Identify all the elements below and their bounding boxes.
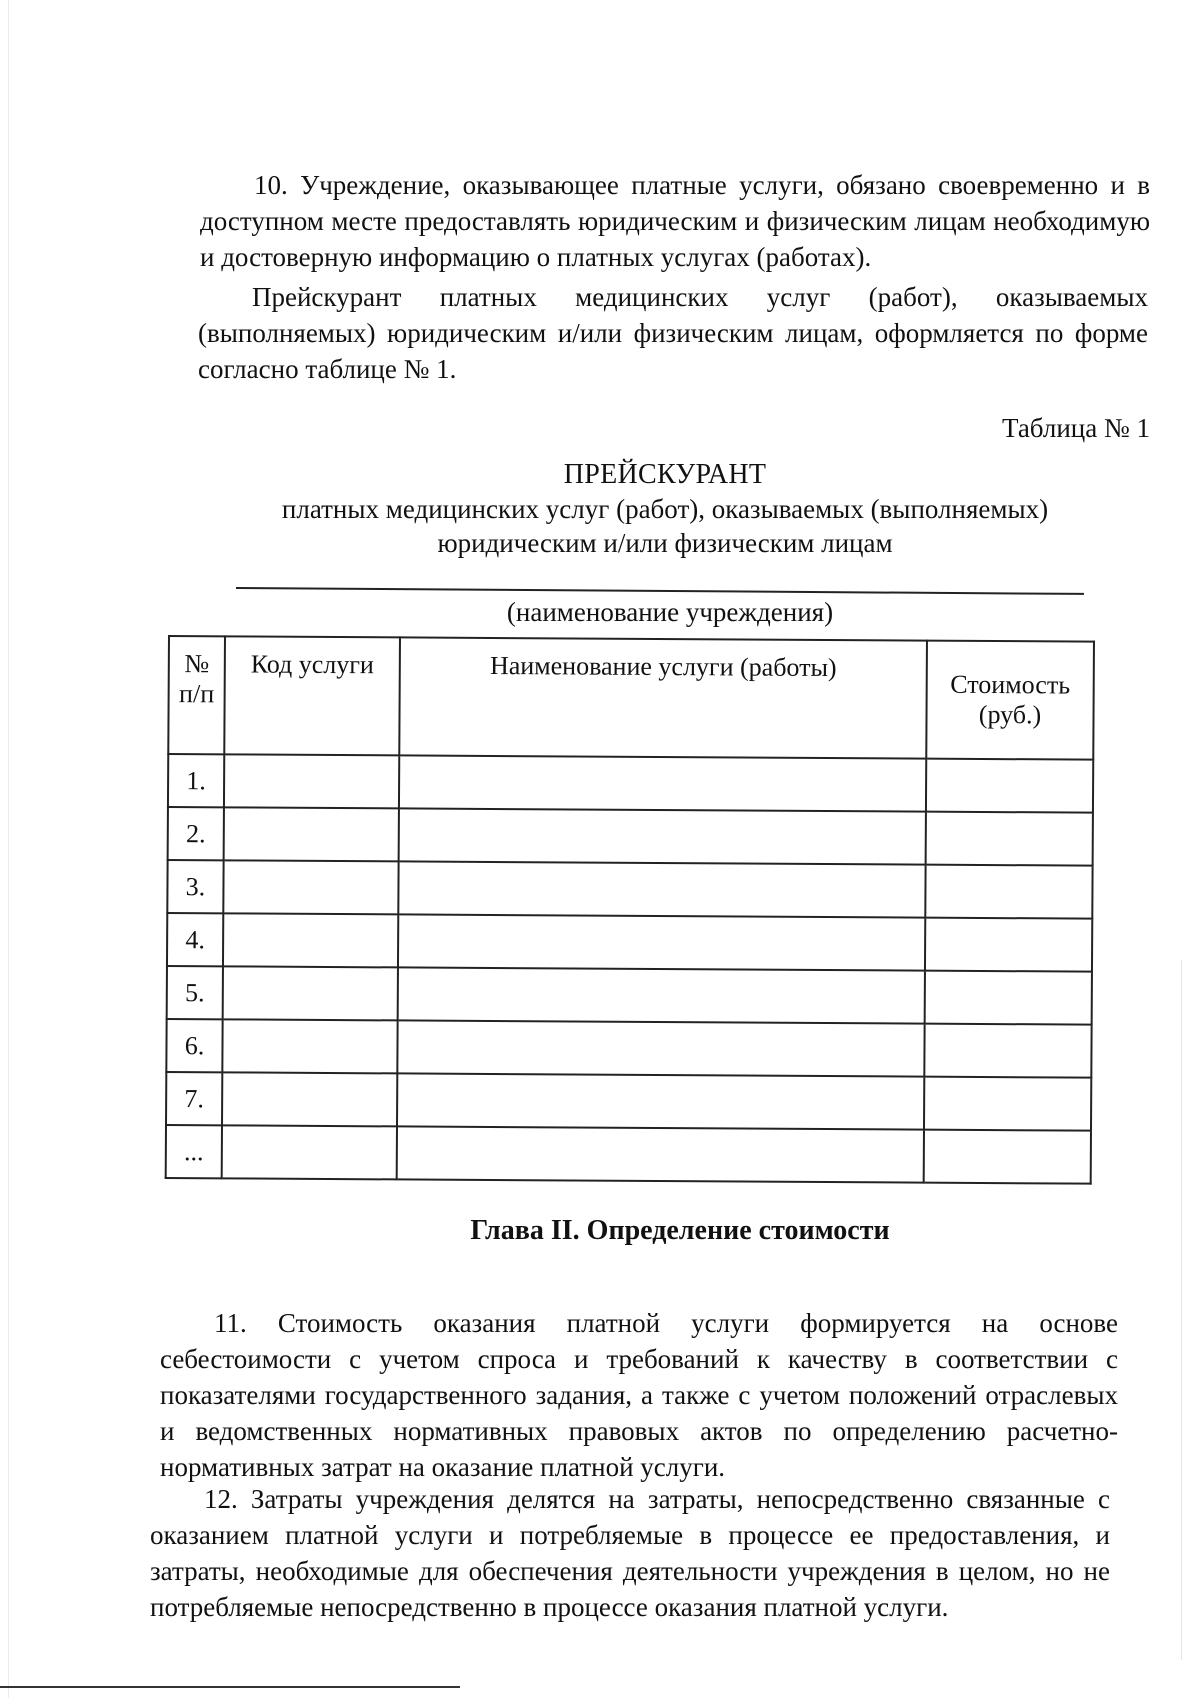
row-number-cell: 7. [166,1072,222,1125]
table-row [167,913,1092,972]
table-row [168,807,1093,866]
header-number-line-2: п/п [179,679,215,709]
service-name-cell [398,914,925,970]
table-header-row [168,636,1094,760]
service-code-cell [224,807,399,861]
header-cost-line-2: (руб.) [978,699,1042,730]
row-number-cell: 3. [167,860,223,913]
service-code-cell [223,860,398,914]
row-number-cell: 4. [167,913,223,966]
service-code-cell [222,1072,397,1126]
table-number-label: Таблица № 1 [1002,413,1150,443]
service-name-cell [399,808,926,864]
row-number-cell: ... [166,1125,222,1178]
service-name-cell [398,861,925,917]
footer-rule [0,1686,460,1688]
scan-edge-left [8,0,9,1698]
service-name-cell [397,1126,924,1182]
pricelist-subtitle-line-2: юридическим и/или физическим лицам [437,528,893,558]
service-cost-cell [924,1130,1091,1184]
table-row [168,754,1093,813]
service-code-cell [223,966,398,1020]
institution-name-line [236,587,1084,595]
service-cost-cell [926,812,1093,866]
service-cost-cell [926,759,1093,813]
pricelist-title: ПРЕЙСКУРАНТ [563,459,767,490]
header-number-line-1: № [184,649,210,679]
pricelist-subtitle [220,492,1110,560]
service-name-cell [397,1020,924,1076]
service-code-cell [224,754,399,808]
table-row [166,1125,1091,1184]
chapter-heading: Глава II. Определение стоимости [470,1215,890,1246]
header-cost-line-1: Стоимость [950,669,1071,700]
header-service-name-text: Наименование услуги (работы) [489,650,837,683]
service-name-cell [397,1073,924,1129]
header-code: Код услуги [224,636,400,755]
service-name-cell [399,755,926,811]
header-number [168,636,225,754]
service-cost-cell [925,971,1092,1025]
header-cost [926,641,1094,760]
row-number-cell: 5. [167,966,223,1019]
row-number-cell: 6. [166,1019,222,1072]
row-number-cell: 1. [168,754,224,807]
table-row [167,966,1092,1025]
row-number-cell: 2. [168,807,224,860]
header-service-name [399,637,927,758]
institution-caption: (наименование учреждения) [506,597,834,627]
service-code-cell [222,1019,397,1073]
table-row [166,1072,1091,1131]
pricelist-table-body [166,754,1094,1184]
paragraph-12: 12. Затраты учреждения делятся на затраты, непосредственно связанные с оказанием платной услуги и потребляемые в процессе ее предоставления, и затраты, необходимые для обеспечения деятельности учреждения в целом, но не потребляемые непосредственно в процессе оказания платной услуги. [150,1484,1110,1622]
service-cost-cell [924,1024,1091,1078]
paragraph-11: 11. Стоимость оказания платной услуги формируется на основе себестоимости с учетом спроса и требований к качеству в соответствии с показателями государственного задания, а также с учетом положений отраслевых и ведомственных нормативных правовых актов по определению расчетно-нормативных затрат на оказание платной услуги. [160,1308,1118,1482]
service-cost-cell [924,1077,1091,1131]
pricelist-table-header [168,636,1094,760]
service-cost-cell [925,918,1092,972]
service-code-cell [223,913,398,967]
pricelist-subtitle-line-1: платных медицинских услуг (работ), оказываемых (выполняемых) [281,494,1049,524]
paragraph-10: 10. Учреждение, оказывающее платные услуги, обязано своевременно и в доступном месте предоставлять юридическим и физическим лицам необходимую и достоверную информацию о платных услугах (работах). [200,170,1150,272]
service-name-cell [398,967,925,1023]
service-cost-cell [925,865,1092,919]
scan-edge-right [1181,960,1182,1660]
pricelist-table [165,635,1095,1185]
table-row [167,860,1092,919]
table-row [166,1019,1091,1078]
paragraph-pricelist-intro: Прейскурант платных медицинских услуг (работ), оказываемых (выполняемых) юридическим и/или физическим лицам, оформляется по форме согласно таблице № 1. [198,282,1148,384]
service-code-cell [222,1125,397,1179]
